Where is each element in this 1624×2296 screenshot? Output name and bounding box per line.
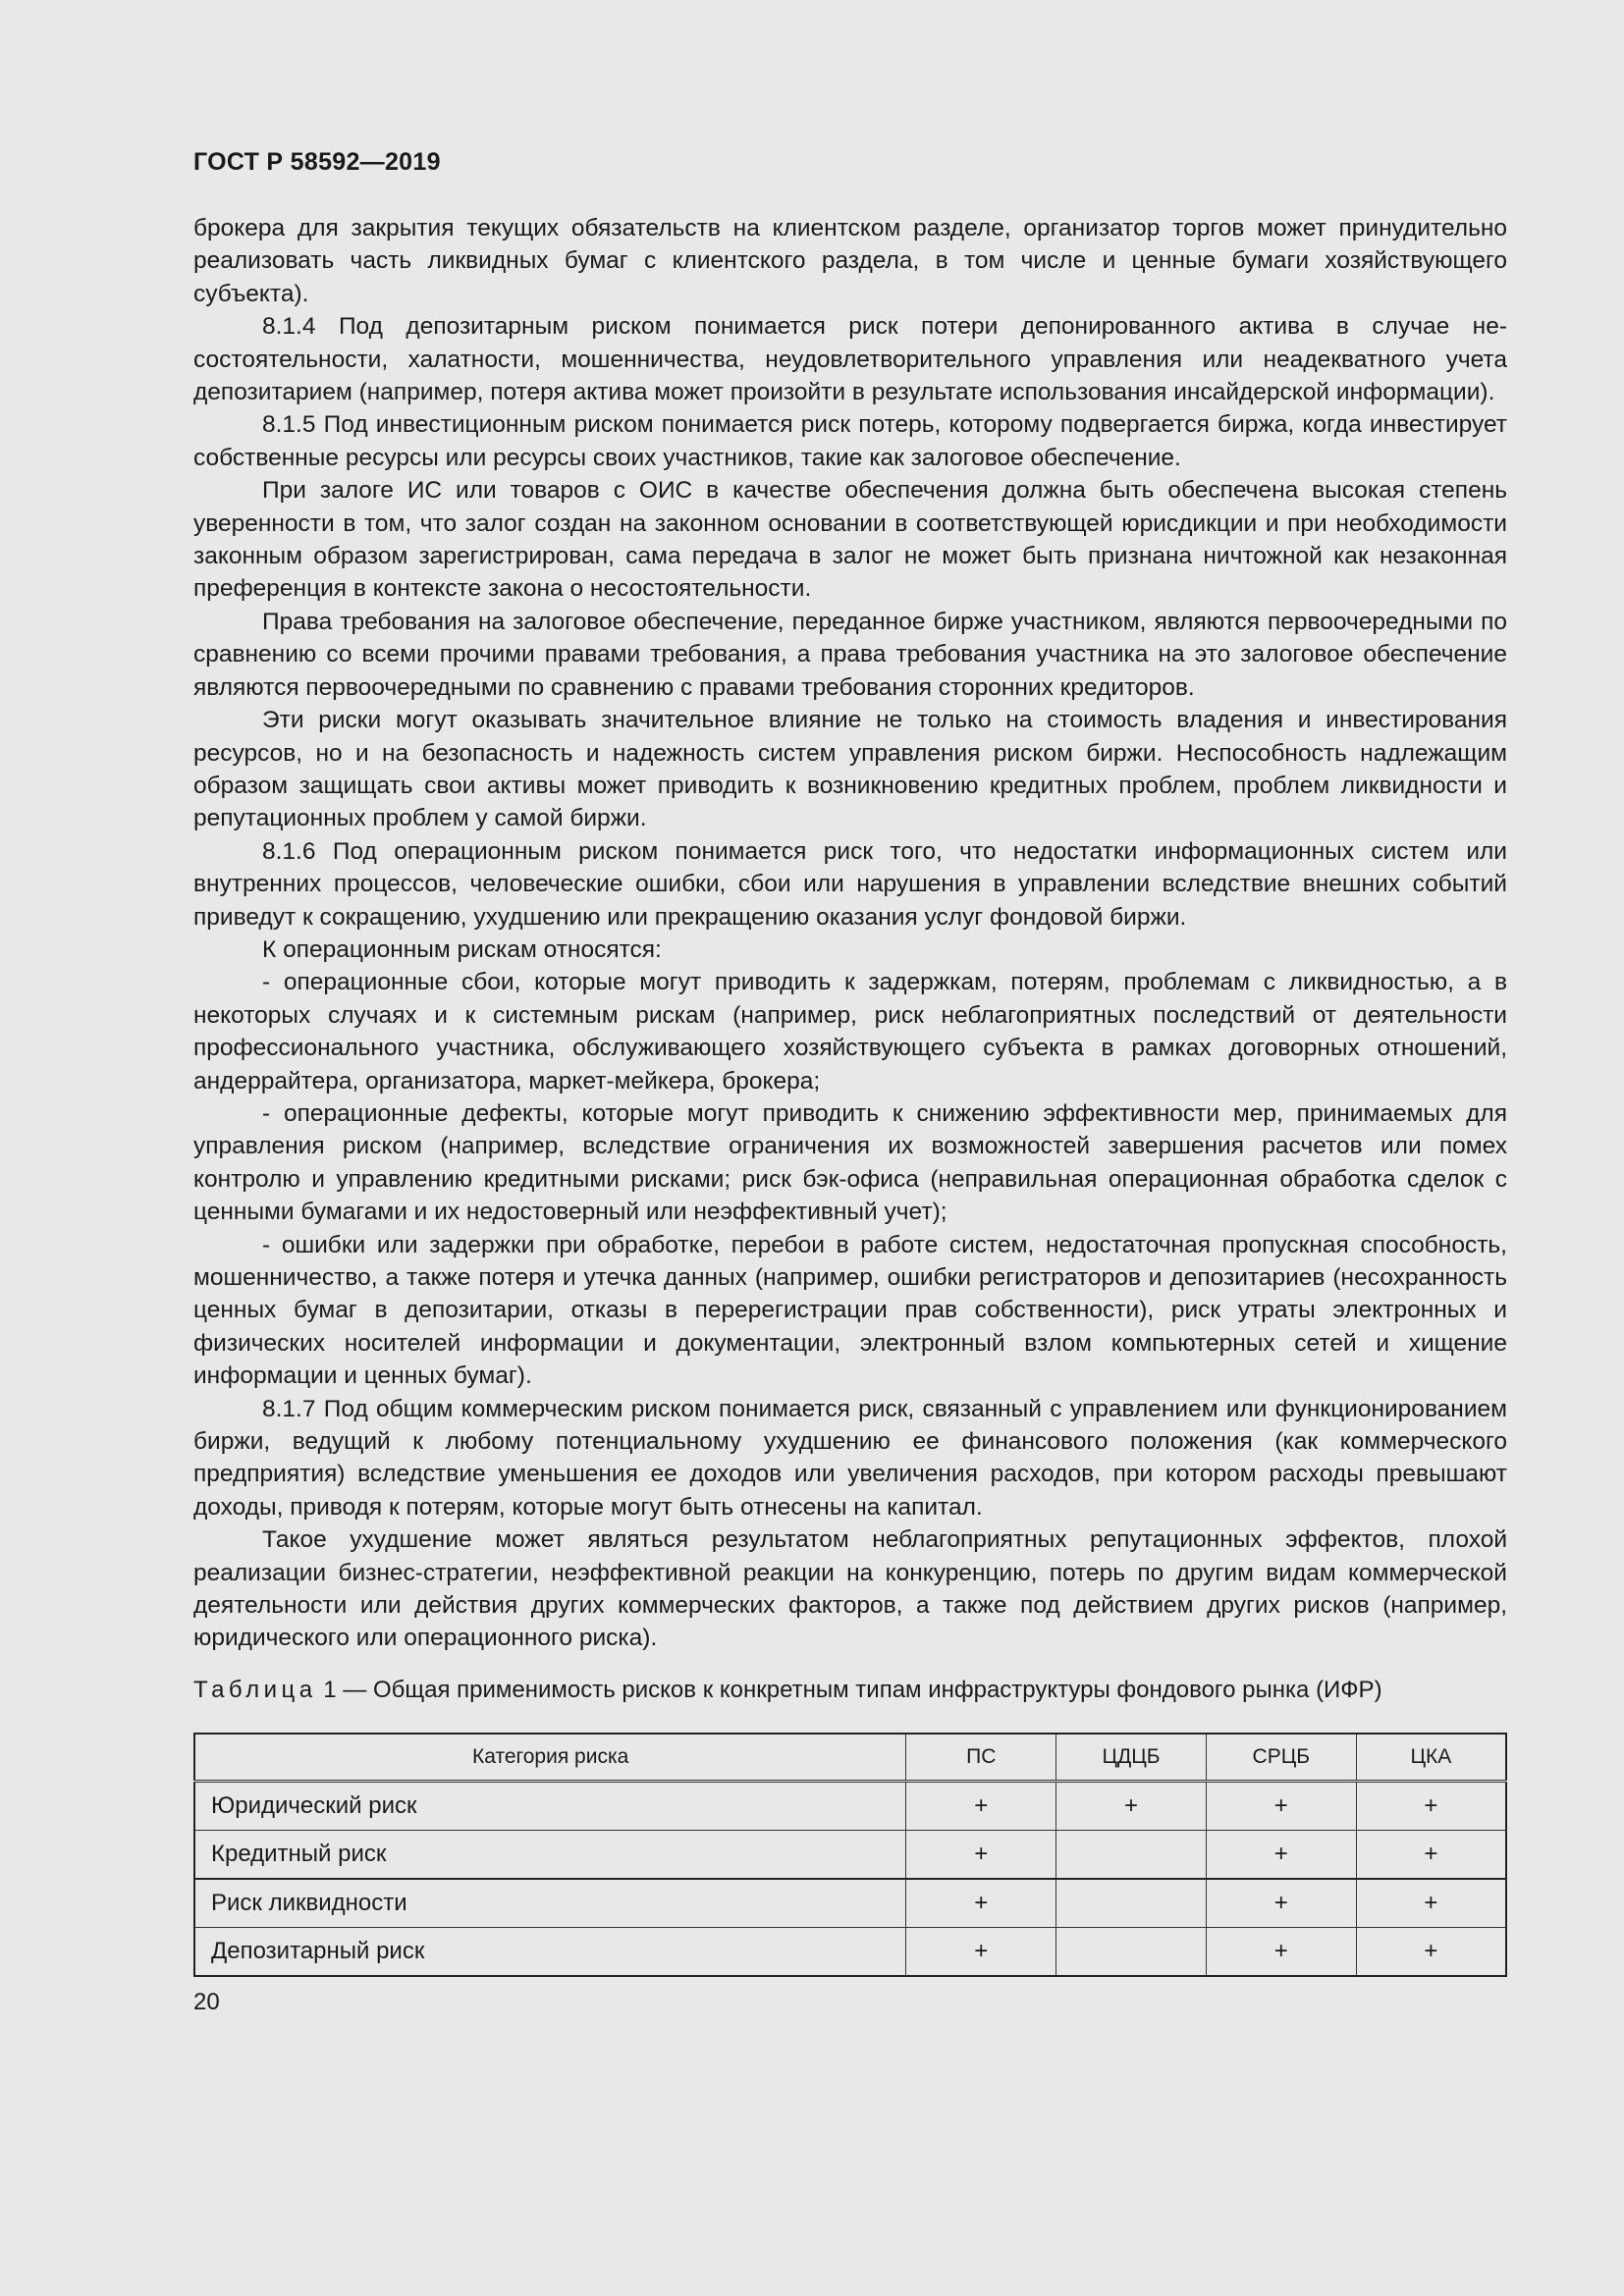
applicability-cell: + (1206, 1879, 1356, 1928)
header-tsdtsb: ЦДЦБ (1056, 1734, 1207, 1782)
applicability-cell: + (906, 1830, 1056, 1879)
applicability-cell: + (1206, 1781, 1356, 1830)
standard-code-header: ГОСТ Р 58592—2019 (193, 148, 441, 176)
applicability-cell (1056, 1927, 1207, 1976)
table-header-row (194, 1734, 1506, 1782)
paragraph: - ошибки или задержки при обработке, перебои в работе систем, недостаточная пропускная способность, мошенничество, а также потеря и утечка данных (например, ошибки регистраторов и депозитариев (несохранность ценных бумаг в депозитарии, отказы в перерегистрации прав собственности), риск утраты электронных и физических носителей информации и документации, электронный взлом компьютерных сетей и хищение информации и ценных бумаг). (193, 1231, 1507, 1390)
applicability-cell: + (906, 1781, 1056, 1830)
table-row (194, 1781, 1506, 1830)
risk-category-cell: Кредитный риск (194, 1830, 906, 1879)
paragraph: Такое ухудшение может являться результатом неблагоприятных репутационных эффектов, плохой реализации бизнес-стратегии, неэффективной реакции на конкуренцию, потерь по другим видам коммерческой деятельности или действия других коммерческих факторов, а также под действием других рисков (например, юридического или операционного риска). (193, 1526, 1507, 1652)
paragraph: - операционные дефекты, которые могут приводить к снижению эффективности мер, принимаемых для управления риском (например, вследствие ограничения их возможностей завершения расчетов или помех контролю и управлению кредитными рисками; риск бэк-офиса (неправильная операционная обработка сделок с ценными бумагами и их недостоверный или неэффективный учет); (193, 1099, 1507, 1226)
applicability-cell (1056, 1830, 1207, 1879)
applicability-cell: + (1206, 1830, 1356, 1879)
page-number: 20 (193, 1988, 220, 2015)
table-row (194, 1879, 1506, 1928)
table-caption (193, 1677, 1507, 1705)
paragraph: - операционные сбои, которые могут приводить к задержкам, потерям, проблемам с ликвидностью, а в некоторых случаях и к системным рискам (например, риск неблагоприятных последствий от деятельности профессионального участника, обслуживающего хозяйствующего субъекта в рамках договорных отношений, андеррайтера, организатора, маркет-мейкера, брокера; (193, 969, 1507, 1095)
paragraph: При залоге ИС или товаров с ОИС в качестве обеспечения должна быть обеспечена высокая степень уверенности в том, что залог создан на законном основании в соответствующей юрисдикции и при необходимости законным образом зарегистрирован, сама передача в залог не может быть признана ничтожной как незаконная преференция в контексте закона о несостоятельности. (193, 477, 1507, 603)
risk-applicability-table (193, 1733, 1507, 1977)
applicability-cell: + (1356, 1781, 1506, 1830)
document-page (193, 147, 1507, 2016)
table-row (194, 1830, 1506, 1879)
risk-category-cell: Депозитарный риск (194, 1927, 906, 1976)
header-tska: ЦКА (1356, 1734, 1506, 1782)
table-caption-word: Таблица (193, 1676, 317, 1703)
paragraph: Права требования на залоговое обеспечение, переданное бирже участником, являются первоочередными по сравнению со всеми прочими правами требования, а права требования участника на это залоговое обеспечение являются первоочередными по сравнению с правами требования сторонних кредиторов. (193, 608, 1507, 701)
applicability-cell: + (1356, 1879, 1506, 1928)
paragraph: К операционным рискам относятся: (262, 935, 662, 963)
paragraph: Эти риски могут оказывать значительное влияние не только на стоимость владения и инвестирования ресурсов, но и на безопасность и надежность систем управления риском биржи. Неспособность надлежащим образом защищать свои активы может приводить к возникновению кредитных проблем, проблем ликвидности и репутационных проблем у самой биржи. (193, 707, 1507, 832)
applicability-cell: + (1206, 1927, 1356, 1976)
paragraph: 8.1.4 Под депозитарным риском понимается риск потери депонированного актива в случае несостоятельности, халатности, мошенничества, неудовлетворительного управления или неадекватного учета депозитарием (например, потеря актива может произойти в результате использования инсайдерской информации). (193, 313, 1507, 406)
applicability-cell: + (1056, 1781, 1207, 1830)
body-text (193, 212, 1507, 1655)
table-row (194, 1927, 1506, 1976)
risk-category-cell: Риск ликвидности (194, 1879, 906, 1928)
paragraph: брокера для закрытия текущих обязательств на клиентском разделе, организатор торгов может принудительно реализовать часть ликвидных бумаг с клиентского раздела, в том числе и ценные бумаги хозяйствующего субъекта). (193, 215, 1507, 307)
risk-category-cell: Юридический риск (194, 1781, 906, 1830)
applicability-cell: + (1356, 1830, 1506, 1879)
paragraph: 8.1.6 Под операционным риском понимается риск того, что недостатки информационных систем или внутренних процессов, человеческие ошибки, сбои или нарушения в управлении вследствие внешних событий приведут к сокращению, ухудшению или прекращению оказания услуг фондовой биржи. (193, 837, 1507, 931)
header-ps: ПС (906, 1734, 1056, 1782)
applicability-cell: + (1356, 1927, 1506, 1976)
paragraph: 8.1.7 Под общим коммерческим риском понимается риск, связанный с управлением или функционированием биржи, ведущий к любому потенциальному ухудшению ее финансового положения (как коммерческого предприятия) вследствие уменьшения ее доходов или увеличения расходов, при котором расходы превышают доходы, приводя к потерям, которые могут быть отнесены на капитал. (193, 1395, 1507, 1521)
applicability-cell (1056, 1879, 1207, 1928)
applicability-cell: + (906, 1879, 1056, 1928)
paragraph: 8.1.5 Под инвестиционным риском понимается риск потерь, которому подвергается биржа, когда инвестирует собственные ресурсы или ресурсы своих участников, такие как залоговое обеспечение. (193, 411, 1507, 471)
table-caption-text: 1 — Общая применимость рисков к конкретным типам инфраструктуры фондового рынка (ИФР) (316, 1676, 1382, 1703)
applicability-cell: + (906, 1927, 1056, 1976)
header-risk-category: Категория риска (194, 1734, 906, 1782)
header-srtsb: СРЦБ (1206, 1734, 1356, 1782)
